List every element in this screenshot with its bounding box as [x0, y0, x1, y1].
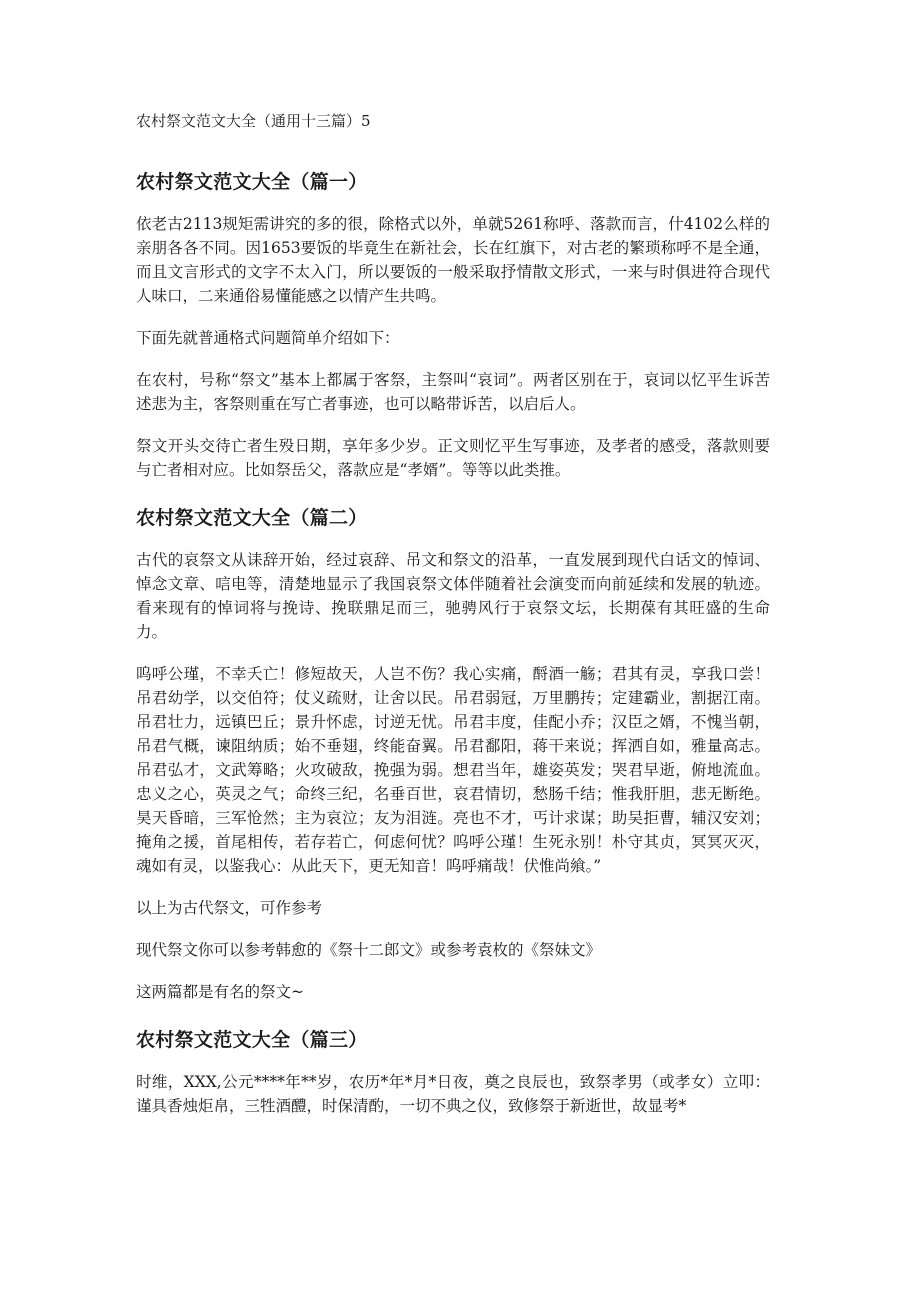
document-page: [136, 108, 770, 1136]
document-title: 农村祭文范文大全（通用十三篇）5: [136, 112, 371, 130]
paragraph: 古代的哀祭文从诔辞开始，经过哀辞、吊文和祭文的沿革，一直发展到现代白话文的悼词、悼念文章、唁电等，清楚地显示了我国哀祭文体伴随着社会演变而向前延续和发展的轨迹。看来现有的悼词将与挽诗、挽联鼎足而三，驰骋风行于哀祭文坛，长期葆有其旺盛的生命力。: [136, 551, 770, 641]
paragraph: 时维，XXX,公元****年**岁，农历*年*月*日夜，奠之良辰也，致祭孝男（或孝女）立叩：谨具香烛炬帛，三牲酒醴，时保清酌，一切不典之仪，致修祭于新逝世，故显考*: [136, 1073, 770, 1115]
paragraph: 下面先就普通格式问题简单介绍如下：: [136, 329, 400, 347]
paragraph: 呜呼公瑾，不幸夭亡！修短故天，人岂不伤？我心实痛，酹酒一觞；君其有灵，享我口尝！吊君幼学，以交伯符；仗义疏财，让舍以民。吊君弱冠，万里鹏抟；定建霸业，割据江南。吊君壮力，远镇巴丘；景升怀虑，讨逆无忧。吊君丰度，佳配小乔；汉臣之婿，不愧当朝，吊君气概，谏阻纳质；始不垂翅，终能奋翼。吊君鄱阳，蒋干来说；挥洒自如，雅量高志。吊君弘才，文武筹略；火攻破敌，挽强为弱。想君当年，雄姿英发；哭君早逝，俯地流血。忠义之心，英灵之气；命终三纪，名垂百世，哀君情切，愁肠千结；惟我肝胆，悲无断绝。昊天昏暗，三军怆然；主为哀泣；友为泪涟。亮也不才，丐计求谋；助吴拒曹，辅汉安刘；掩角之援，首尾相传，若存若亡，何虑何忧？呜呼公瑾！生死永别！朴守其贞，冥冥灭灭，魂如有灵，以鉴我心：从此天下，更无知音！呜呼痛哉！伏惟尚飨。”: [136, 665, 770, 875]
paragraph: 以上为古代祭文，可作参考: [136, 899, 323, 917]
paragraph: 在农村，号称“祭文”基本上都属于客祭，主祭叫“哀词”。两者区别在于，哀词以忆平生诉苦述悲为主，客祭则重在写亡者事迹，也可以略带诉苦，以启后人。: [136, 371, 770, 413]
paragraph: 祭文开头交待亡者生殁日期，享年多少岁。正文则忆平生写事迹，及孝者的感受，落款则要与亡者相对应。比如祭岳父，落款应是“孝婿”。等等以此类推。: [136, 437, 770, 479]
section-heading-2: 农村祭文范文大全（篇二）: [136, 507, 368, 529]
section-heading-3: 农村祭文范文大全（篇三）: [136, 1029, 368, 1051]
section-heading-1: 农村祭文范文大全（篇一）: [136, 171, 368, 193]
paragraph: 这两篇都是有名的祭文~: [136, 983, 304, 1001]
paragraph: 现代祭文你可以参考韩愈的《祭十二郎文》或参考袁枚的《祭妹文》: [136, 941, 602, 959]
paragraph: 依老古2113规矩需讲究的多的很，除格式以外，单就5261称呼、落款而言，什4102么样的亲朋各各不同。因1653要饭的毕竟生在新社会，长在红旗下，对古老的繁琐称呼不是全通，而且文言形式的文字不太入门，所以要饭的一般采取抒情散文形式，一来与时俱进符合现代人味口，二来通俗易懂能感之以情产生共鸣。: [136, 215, 770, 305]
